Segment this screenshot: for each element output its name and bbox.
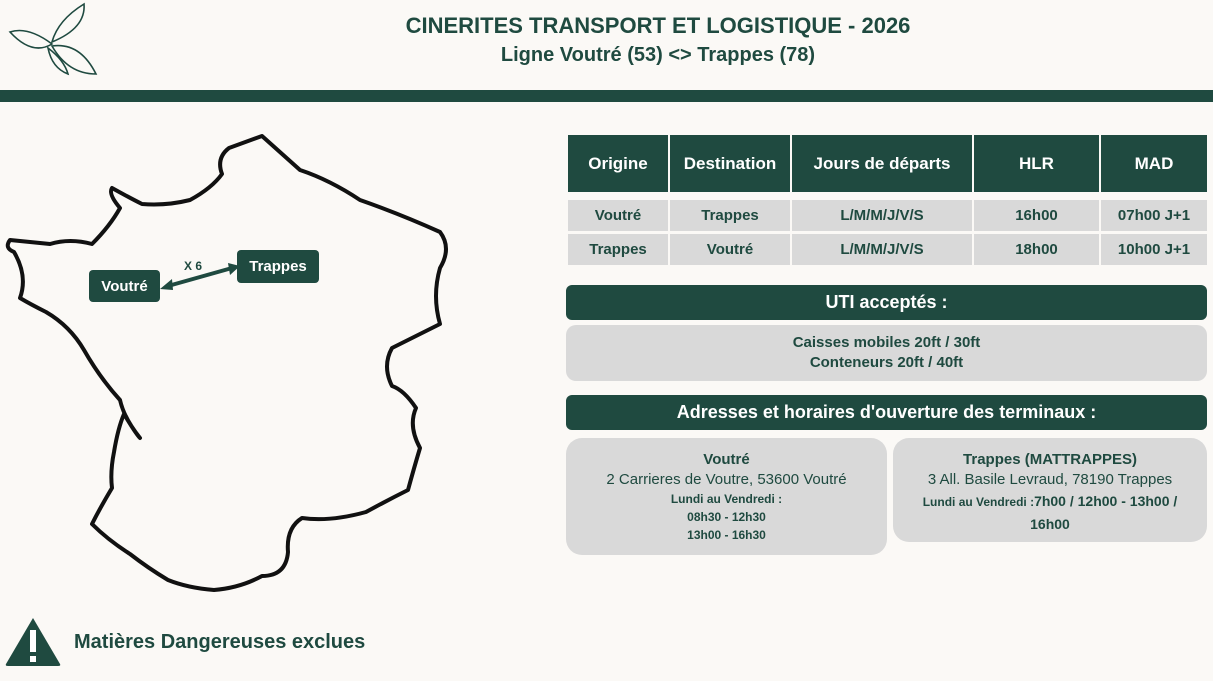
list-item: Caisses mobiles 20ft / 30ft: [792, 334, 981, 351]
page-subtitle: Ligne Voutré (53) <> Trappes (78): [500, 44, 816, 66]
page-header: [0, 0, 1213, 90]
route-frequency-label: X 6: [184, 259, 203, 273]
cell-destination: Voutré: [670, 234, 790, 265]
table-row: [568, 234, 1207, 265]
terminal-hours-morning: 08h30 - 12h30: [687, 510, 766, 524]
cell-jours: L/M/M/J/V/S: [792, 200, 972, 231]
cell-origine: Voutré: [568, 200, 668, 231]
terminals-section-title: Adresses et horaires d'ouverture des terminaux :: [566, 395, 1207, 430]
list-item: Conteneurs 20ft / 40ft: [809, 354, 964, 371]
uti-section-title: UTI acceptés :: [566, 285, 1207, 320]
cell-mad: 07h00 J+1: [1101, 200, 1207, 231]
terminal-days: Lundi au Vendredi :: [922, 495, 1035, 509]
col-header-origine: Origine: [568, 135, 668, 192]
terminal-address: 3 All. Basile Levraud, 78190 Trappes: [927, 471, 1173, 488]
cell-jours: L/M/M/J/V/S: [792, 234, 972, 265]
schedule-header-row: [568, 135, 1207, 192]
france-outline-icon: [0, 128, 470, 596]
header-divider-bar: [0, 90, 1213, 102]
cell-origine: Trappes: [568, 234, 668, 265]
cell-hlr: 16h00: [974, 200, 1099, 231]
terminal-hours: [893, 490, 1207, 535]
cell-destination: Trappes: [670, 200, 790, 231]
cell-mad: 10h00 J+1: [1101, 234, 1207, 265]
uti-list: [566, 325, 1207, 381]
schedule-table: [566, 135, 1209, 265]
warning-triangle-icon: [4, 616, 62, 667]
col-header-mad: MAD: [1101, 135, 1207, 192]
col-header-jours: Jours de départs: [792, 135, 972, 192]
map-destination-label: Trappes: [237, 250, 319, 283]
terminal-hours-value: 7h00 / 12h00 - 13h00 / 16h00: [1030, 493, 1178, 532]
terminal-name: Voutré: [703, 451, 750, 468]
terminal-card-voutre: [566, 438, 887, 555]
terminal-card-trappes: [893, 438, 1207, 542]
col-header-hlr: HLR: [974, 135, 1099, 192]
warning-text: Matières Dangereuses exclues: [74, 631, 366, 653]
terminal-address: 2 Carrieres de Voutre, 53600 Voutré: [606, 471, 847, 488]
col-header-destination: Destination: [670, 135, 790, 192]
terminal-name: Trappes (MATTRAPPES): [963, 451, 1137, 468]
table-row: [568, 200, 1207, 231]
map-origin-label: Voutré: [89, 270, 160, 302]
page-title: CINERITES TRANSPORT ET LOGISTIQUE - 2026: [405, 13, 911, 38]
leaf-logo-icon: [8, 2, 100, 78]
terminal-days: Lundi au Vendredi :: [670, 492, 783, 506]
terminal-hours-afternoon: 13h00 - 16h30: [687, 528, 766, 542]
cell-hlr: 18h00: [974, 234, 1099, 265]
